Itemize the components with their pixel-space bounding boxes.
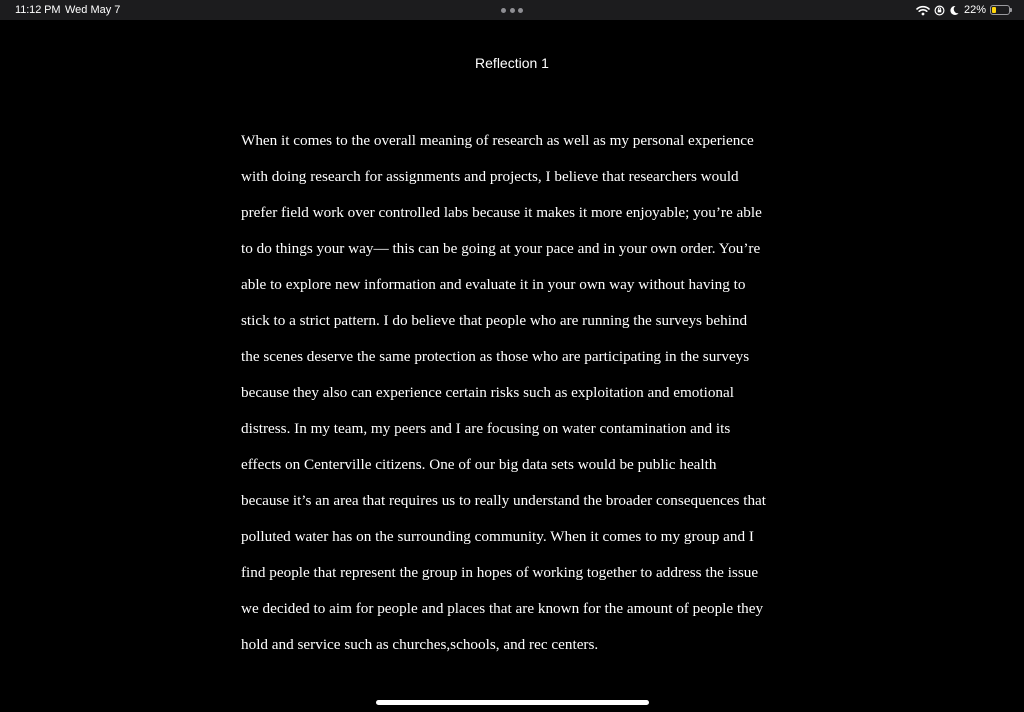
do-not-disturb-moon-icon (949, 5, 959, 16)
document-line: because they also can experience certain risks such as exploitation and emotional (241, 384, 734, 401)
document-title: Reflection 1 (475, 55, 549, 71)
document-line: with doing research for assignments and projects, I believe that researchers would (241, 168, 739, 185)
status-indicators (916, 3, 1010, 17)
multitasking-menu-icon[interactable] (501, 8, 523, 13)
document-line: stick to a strict pattern. I do believe that people who are running the surveys behind (241, 312, 748, 329)
status-bar (0, 0, 1024, 20)
orientation-lock-icon (934, 5, 945, 16)
wifi-icon (916, 5, 930, 16)
document-line: prefer field work over controlled labs because it makes it more enjoyable; you’re able (241, 204, 762, 221)
document-line: able to explore new information and evaluate it in your own way without having to (241, 276, 746, 293)
document-line: polluted water has on the surrounding community. When it comes to my group and I (241, 528, 754, 545)
document-line: we decided to aim for people and places that are known for the amount of people they (241, 600, 764, 617)
document-line: When it comes to the overall meaning of research as well as my personal experience (241, 132, 754, 149)
document-line: the scenes deserve the same protection as those who are participating in the surveys (241, 348, 750, 365)
home-indicator[interactable] (376, 700, 649, 705)
document-line: distress. In my team, my peers and I are focusing on water contamination and its (241, 420, 731, 437)
document-line: because it’s an area that requires us to really understand the broader consequences that (241, 492, 767, 509)
status-time: 11:12 PM (15, 4, 61, 16)
document-line: hold and service such as churches,schools, and rec centers. (241, 636, 599, 653)
document-line: to do things your way— this can be going at your pace and in your own order. You’re (241, 240, 761, 257)
battery-fill (992, 7, 996, 13)
document-body (241, 129, 801, 669)
document-line: find people that represent the group in hopes of working together to address the issue (241, 564, 759, 581)
status-date: Wed May 7 (65, 4, 121, 16)
battery-icon (990, 5, 1010, 15)
battery-percentage: 22% (963, 4, 986, 16)
document-line: effects on Centerville citizens. One of our big data sets would be public health (241, 456, 717, 473)
